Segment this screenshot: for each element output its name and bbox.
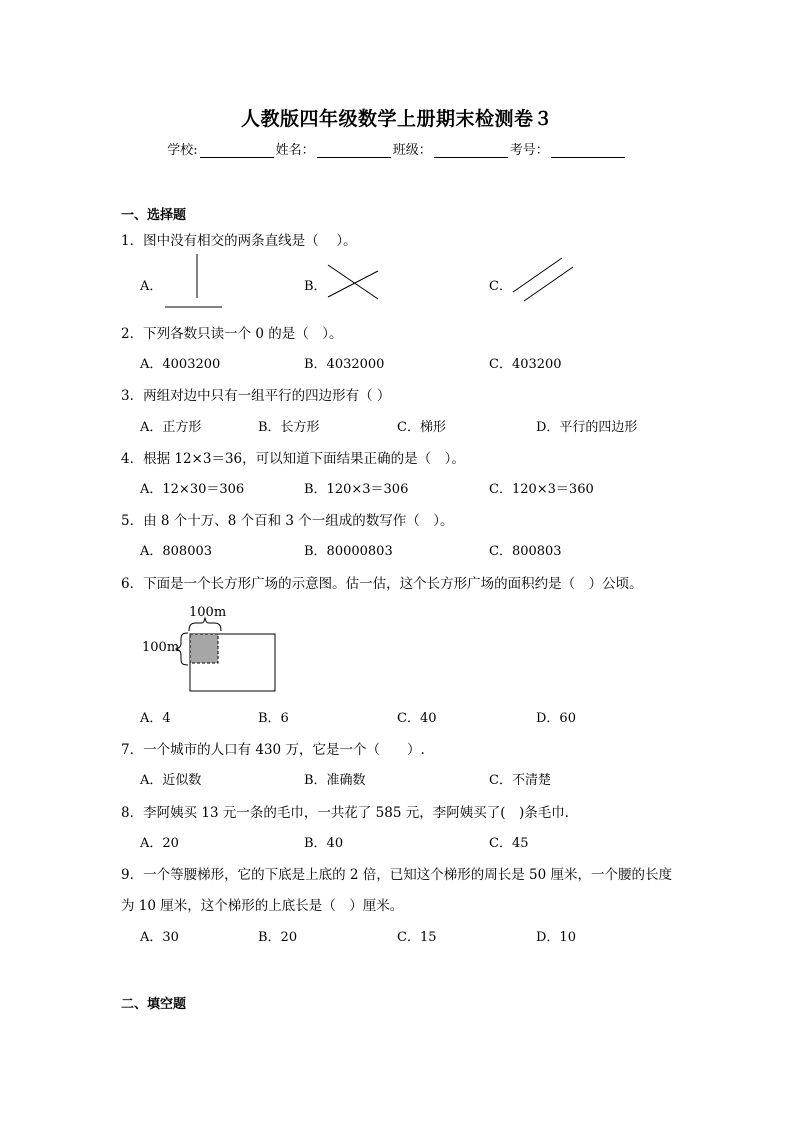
q6-option-b[interactable]: B．6 (258, 711, 289, 726)
q3-option-d[interactable]: D．平行的四边形 (536, 420, 638, 435)
question-3: 3．两组对边中只有一组平行的四边形有（ ） (121, 388, 391, 404)
q1-figure-c (510, 256, 580, 306)
student-info-line (0, 139, 794, 158)
q2-option-c[interactable]: C．403200 (489, 357, 562, 372)
q2-option-b[interactable]: B．4032000 (304, 357, 385, 372)
q1b-line-2 (328, 271, 378, 297)
q8-option-a[interactable]: A．20 (140, 836, 179, 851)
section-heading-fill-in: 二、填空题 (121, 997, 187, 1012)
q3-option-b[interactable]: B．长方形 (258, 420, 320, 435)
q4-option-c[interactable]: C．120×3＝360 (489, 482, 594, 497)
class-blank[interactable] (434, 143, 508, 158)
q7-option-a[interactable]: A．近似数 (140, 773, 202, 788)
question-2: 2．下列各数只读一个 0 的是（ ）。 (121, 326, 343, 342)
name-label: 姓名： (275, 143, 315, 158)
q6-option-a[interactable]: A．4 (140, 711, 171, 726)
class-label: 班级： (392, 143, 432, 158)
school-label: 学校: (167, 143, 198, 158)
question-6: 6．下面是一个长方形广场的示意图。估一估，这个长方形广场的面积约是（ ）公顷。 (121, 576, 643, 592)
q6-left-brace (176, 633, 188, 665)
q2-option-a[interactable]: A．4003200 (140, 357, 221, 372)
q9-option-d[interactable]: D．10 (536, 930, 576, 945)
q4-option-b[interactable]: B．120×3＝306 (304, 482, 409, 497)
exam-number-blank[interactable] (551, 143, 625, 158)
q7-option-b[interactable]: B．准确数 (304, 773, 366, 788)
question-5: 5．由 8 个十万、8 个百和 3 个一组成的数写作（ ）。 (121, 513, 454, 529)
q6-hectare-square (190, 634, 218, 663)
q6-width-label: 100m (189, 605, 227, 620)
question-8: 8．李阿姨买 13 元一条的毛巾，一共花了 585 元，李阿姨买了( )条毛巾． (121, 805, 579, 821)
q7-option-c[interactable]: C．不清楚 (489, 773, 551, 788)
school-blank[interactable] (200, 143, 274, 158)
q6-option-c[interactable]: C．40 (397, 711, 437, 726)
q6-height-label: 100m (142, 640, 180, 655)
q1-option-b[interactable]: B． (304, 279, 327, 294)
q5-option-a[interactable]: A．808003 (140, 544, 213, 559)
q6-option-d[interactable]: D．60 (536, 711, 576, 726)
exam-number-label: 考号： (509, 143, 549, 158)
question-9-line-2: 为 10 厘米，这个梯形的上底长是（ ）厘米。 (121, 898, 404, 914)
q1b-line-1 (328, 265, 378, 299)
q9-option-c[interactable]: C．15 (397, 930, 437, 945)
q1-option-a[interactable]: A． (140, 279, 163, 294)
q8-option-c[interactable]: C．45 (489, 836, 529, 851)
q1-figure-a (160, 254, 230, 314)
q1c-line-1 (513, 258, 562, 292)
school-field (167, 139, 275, 158)
section-heading-choice: 一、选择题 (121, 208, 187, 223)
q6-plaza-figure (176, 618, 281, 696)
q3-option-c[interactable]: C．梯形 (397, 420, 446, 435)
q9-option-b[interactable]: B．20 (258, 930, 298, 945)
q1c-line-2 (524, 267, 573, 301)
name-blank[interactable] (317, 143, 391, 158)
q6-top-brace (189, 618, 221, 631)
q5-option-c[interactable]: C．800803 (489, 544, 562, 559)
class-field (393, 139, 510, 158)
q4-option-a[interactable]: A．12×30＝306 (140, 482, 245, 497)
question-4: 4．根据 12×3＝36，可以知道下面结果正确的是（ ）。 (121, 451, 465, 467)
q8-option-b[interactable]: B．40 (304, 836, 344, 851)
q9-option-a[interactable]: A．30 (140, 930, 179, 945)
exam-number-field (510, 139, 627, 158)
q1-option-c[interactable]: C． (489, 279, 512, 294)
q5-option-b[interactable]: B．80000803 (304, 544, 393, 559)
question-1: 1．图中没有相交的两条直线是（ ）。 (121, 233, 357, 249)
page-title: 人教版四年级数学上册期末检测卷３ (240, 108, 553, 130)
q3-option-a[interactable]: A．正方形 (140, 420, 202, 435)
q1-figure-b (325, 263, 385, 303)
question-9-line-1: 9．一个等腰梯形，它的下底是上底的 2 倍，已知这个梯形的周长是 50 厘米，一个腰的长度 (121, 867, 673, 883)
name-field (276, 139, 393, 158)
question-7: 7．一个城市的人口有 430 万，它是一个（ ）. (121, 742, 425, 758)
